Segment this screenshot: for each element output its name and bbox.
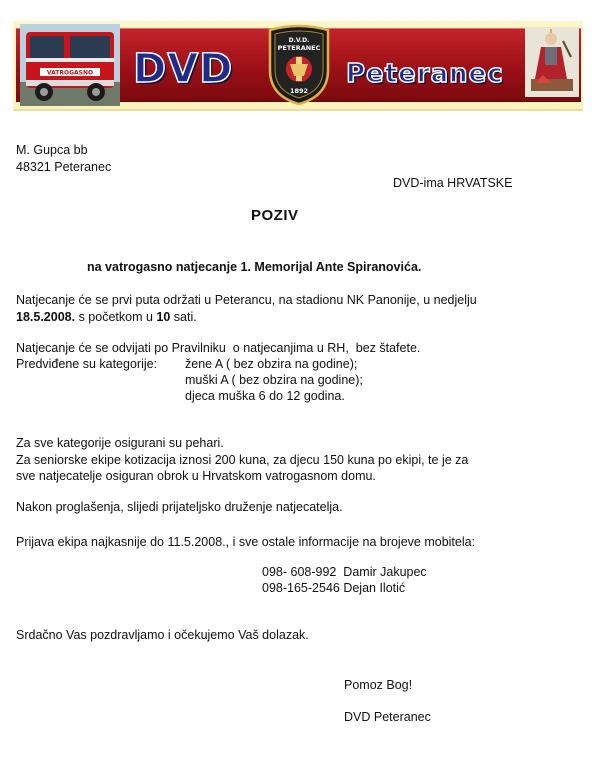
header-banner	[13, 21, 583, 111]
document-subheading: na vatrogasno natjecanje 1. Memorijal Ante Spiranovića.	[87, 260, 422, 274]
event-date: 18.5.2008.	[16, 310, 76, 324]
truck-label: VATROGASNO	[46, 69, 94, 77]
category-item: žene A ( bez obzira na godine);	[185, 357, 358, 371]
crest-top-text: D.V.D.	[288, 37, 310, 44]
sender-city: 48321 Peteranec	[16, 160, 112, 174]
document-heading: POZIV	[251, 207, 299, 224]
saint-florian-image	[525, 27, 579, 97]
closing-signature: DVD Peteranec	[344, 710, 431, 724]
paragraph-3-line-2: Za seniorske ekipe kotizacija iznosi 200 kuna, za djecu 150 kuna po ekipi, te je za	[16, 453, 469, 467]
paragraph-5: Prijava ekipa najkasnije do 11.5.2008., i sve ostale informacije na brojeve mobitela:	[16, 535, 476, 549]
contact-phone: 098-165-2546 Dejan Ilotić	[262, 581, 406, 595]
brand-peteranec: Peteranec	[346, 59, 504, 89]
contact-phone: 098- 608-992 Damir Jakupec	[262, 565, 427, 579]
paragraph-3-line-1: Za sve kategorije osigurani su pehari.	[16, 436, 224, 450]
paragraph-3-line-3: sve natjecatelje osiguran obrok u Hrvatskom vatrogasnom domu.	[16, 469, 376, 483]
paragraph-1-line-2	[16, 310, 197, 324]
crest-year-text: 1892	[289, 87, 309, 95]
paragraph-2-line-1: Natjecanje će se odvijati po Pravilniku o natjecanjima u RH, bez štafete.	[16, 341, 421, 355]
crest-name-text: PETERANEC	[277, 44, 321, 52]
recipient-line: DVD-ima HRVATSKE	[393, 176, 513, 190]
dvd-crest-logo	[266, 24, 332, 106]
category-item: djeca muška 6 do 12 godina.	[185, 389, 345, 403]
paragraph-1-end: sati.	[170, 310, 197, 324]
event-hour: 10	[156, 310, 171, 324]
fire-truck-image	[20, 24, 120, 106]
brand-dvd: DVD	[133, 46, 234, 92]
paragraph-1-mid: s početkom u	[75, 310, 157, 324]
paragraph-1-line-1: Natjecanje će se prvi puta održati u Peterancu, na stadionu NK Panonije, u nedjelju	[16, 293, 477, 307]
categories-intro: Predviđene su kategorije:	[16, 357, 158, 371]
sender-street: M. Gupca bb	[16, 143, 88, 157]
paragraph-4: Nakon proglašenja, slijedi prijateljsko druženje natjecatelja.	[16, 500, 343, 514]
closing-salutation: Pomoz Bog!	[344, 678, 413, 692]
greeting-line: Srdačno Vas pozdravljamo i očekujemo Vaš dolazak.	[16, 628, 309, 642]
category-item: muški A ( bez obzira na godine);	[185, 373, 363, 387]
